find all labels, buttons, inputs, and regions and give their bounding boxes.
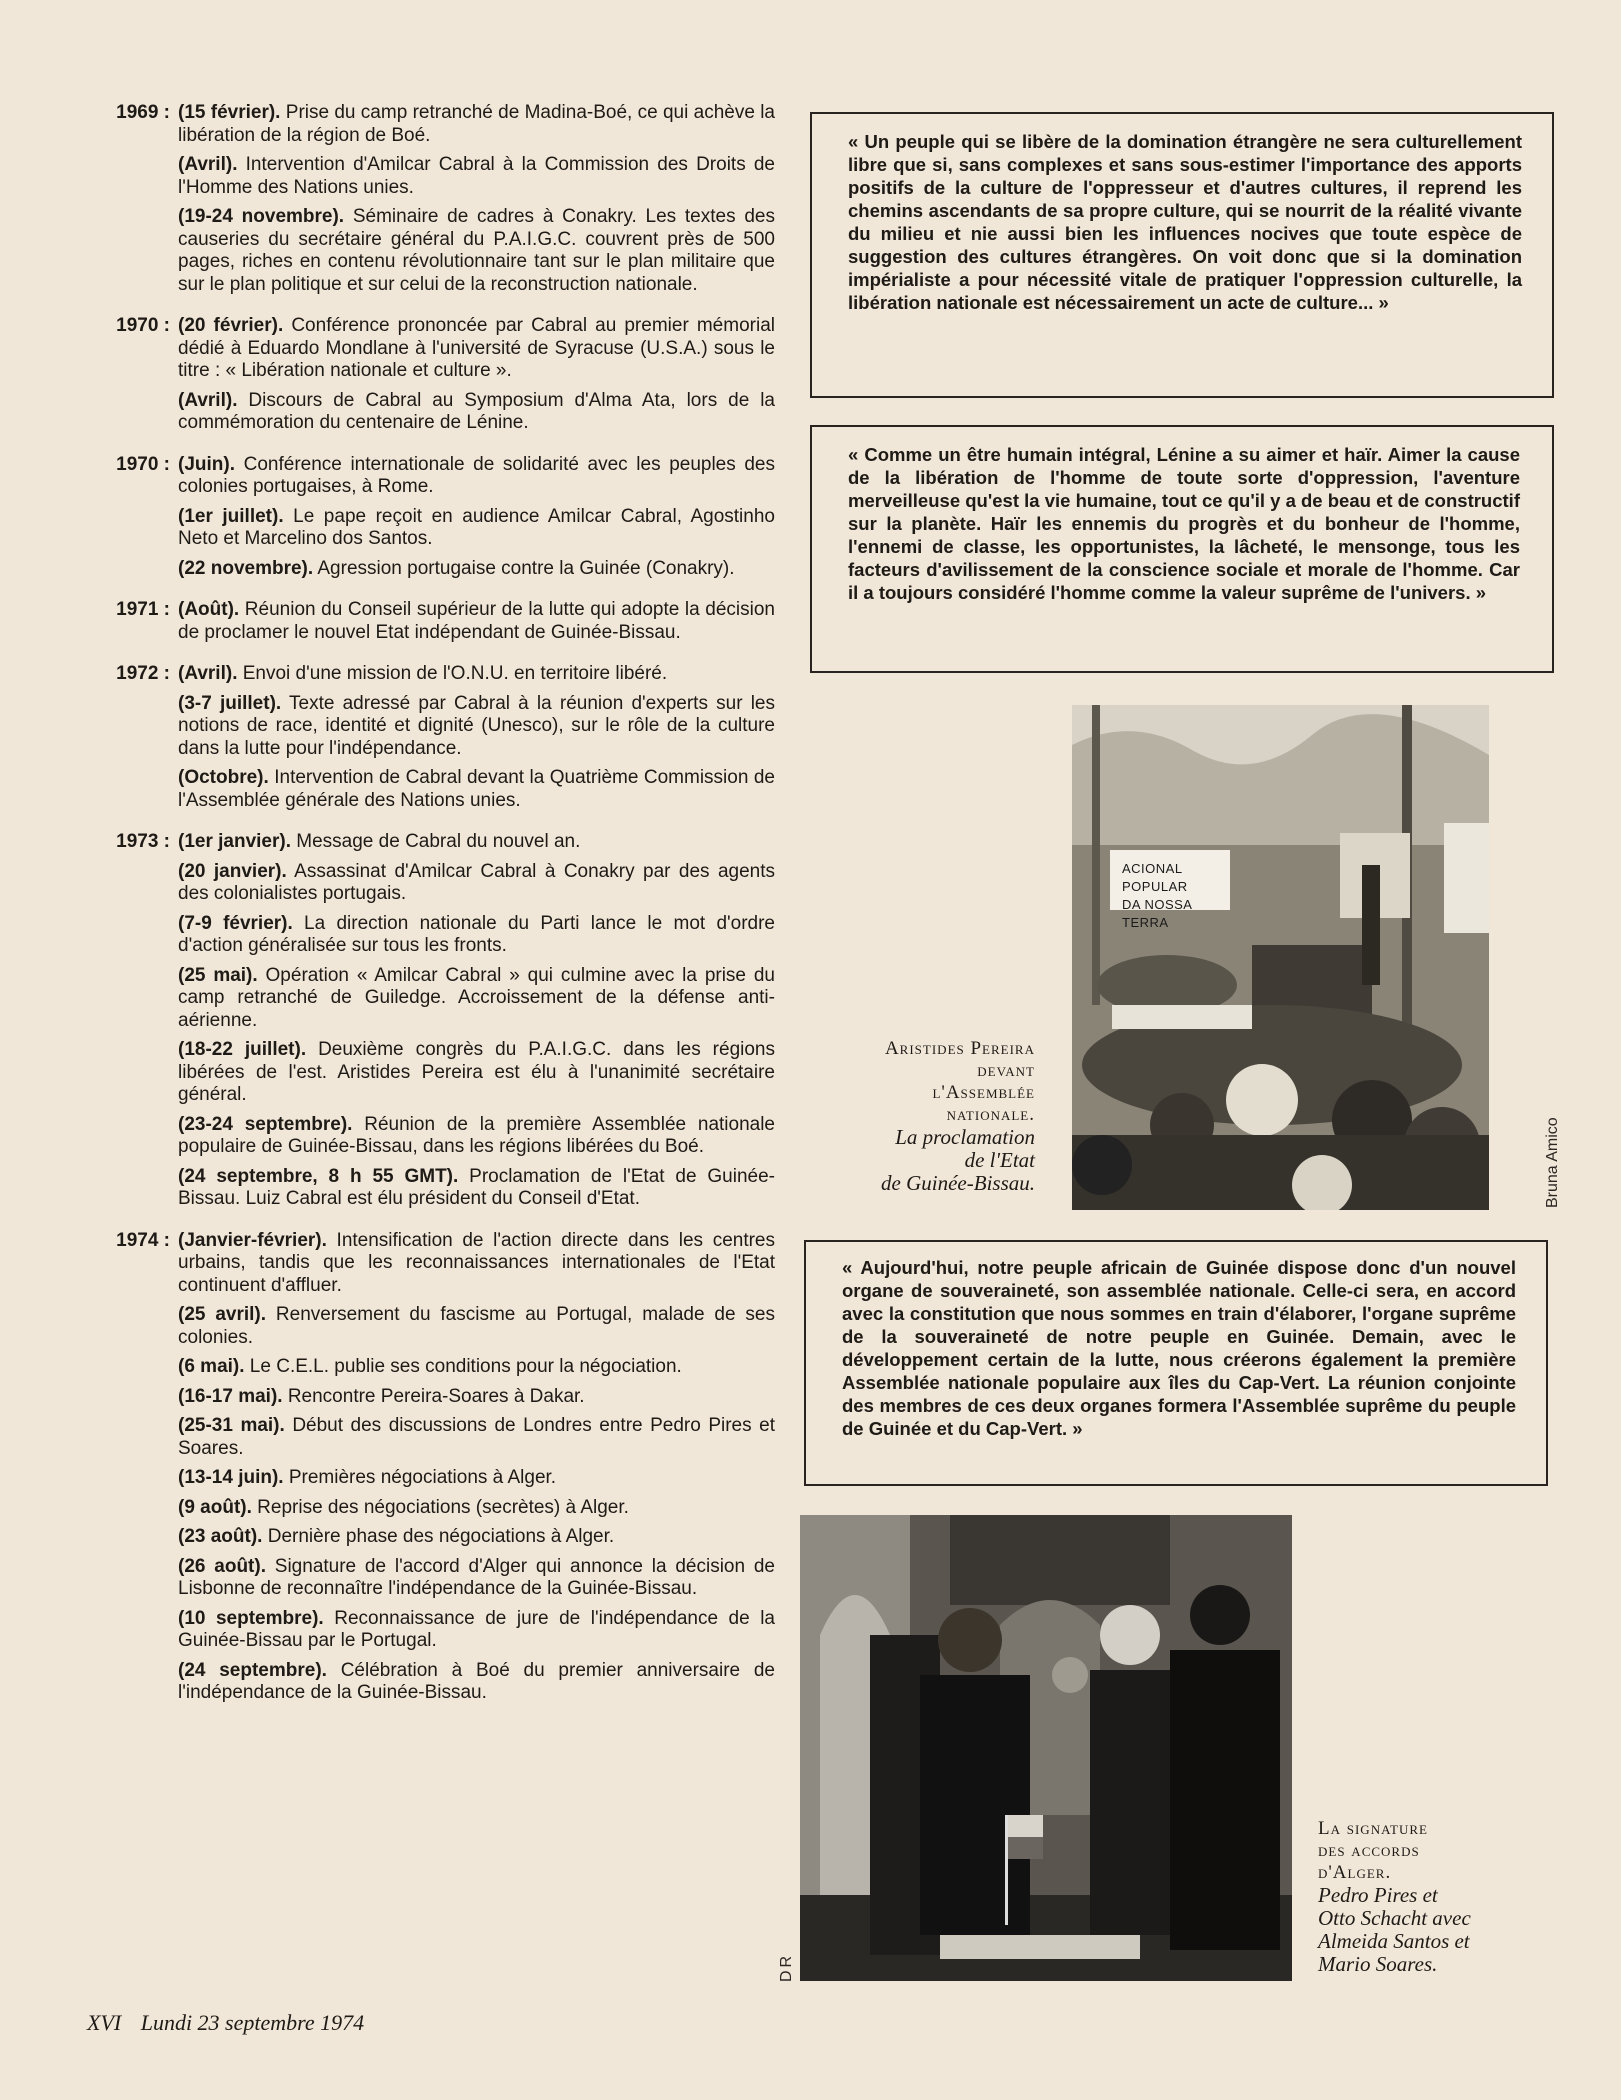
- entry-date: (Avril).: [178, 389, 238, 411]
- entry-date: (Juin).: [178, 453, 235, 475]
- year-block: [95, 454, 775, 588]
- entry-text: Message de Cabral du nouvel an.: [291, 831, 581, 852]
- year-block: [95, 315, 775, 442]
- entry-date: (Avril).: [178, 154, 238, 175]
- year-block: [95, 1230, 775, 1712]
- entry-date: (26 août).: [178, 1555, 266, 1577]
- caption-line: de l'Etat: [964, 1148, 1035, 1172]
- entry-date: (20 janvier).: [178, 860, 287, 882]
- chronology-entry: [178, 1356, 775, 1379]
- year-entries: [178, 663, 775, 819]
- issue-date: Lundi 23 septembre 1974: [140, 2010, 365, 2035]
- entry-date: (25 avril).: [178, 1304, 267, 1325]
- year-entries: [178, 599, 775, 651]
- year-entries: [178, 315, 775, 442]
- entry-date: (9 août).: [178, 1496, 252, 1518]
- caption-line: de Guinée-Bissau.: [881, 1171, 1035, 1195]
- entry-text: Envoi d'une mission de l'O.N.U. en territoire libéré.: [237, 663, 668, 684]
- chronology-entry: [178, 1660, 775, 1705]
- entry-date: (24 septembre).: [178, 1659, 327, 1681]
- entry-text: Le pape reçoit en audience Amilcar Cabral, Agostinho Neto et Marcelino dos Santos.: [178, 505, 775, 549]
- chronology-entry: [178, 1526, 775, 1549]
- entry-text: Premières négociations à Alger.: [283, 1467, 557, 1488]
- photo-credit: DR: [778, 1952, 795, 1982]
- photo-signature-image: [800, 1515, 1292, 1981]
- caption-line: nationale.: [946, 1104, 1035, 1125]
- entry-text: Célébration à Boé du premier anniversaire de l'indépendance de la Guinée-Bissau.: [178, 1659, 775, 1703]
- entry-date: (6 mai).: [178, 1356, 245, 1377]
- entry-date: (13-14 juin).: [178, 1467, 284, 1488]
- entry-date: (19-24 novembre).: [178, 206, 345, 227]
- caption-line: La signature: [1318, 1818, 1428, 1839]
- photo-caption-signature: [1318, 1818, 1528, 1976]
- quote-box-culture: [810, 112, 1554, 398]
- year-block: [95, 599, 775, 651]
- entry-text: Rencontre Pereira-Soares à Dakar.: [282, 1385, 585, 1407]
- caption-line: Mario Soares.: [1318, 1952, 1438, 1976]
- photo-assembly: [1072, 705, 1489, 1210]
- chronology-entry: [178, 154, 775, 199]
- entry-text: Conférence internationale de solidarité avec les peuples des colonies portugaises, à Rome.: [178, 453, 775, 497]
- entry-text: Réunion de la première Assemblée nationale populaire de Guinée-Bissau, dans les régions libérées du Boé.: [178, 1113, 776, 1157]
- entry-date: (25 mai).: [178, 964, 258, 986]
- entry-text: Assassinat d'Amilcar Cabral à Conakry par des agents des colonialistes portugais.: [178, 860, 776, 904]
- page-number: XVI: [87, 2010, 122, 2035]
- entry-date: (1er juillet).: [178, 505, 284, 527]
- quote-box-assemblee: [804, 1240, 1548, 1486]
- caption-line: Almeida Santos et: [1318, 1929, 1470, 1953]
- quote-box-lenine: [810, 425, 1554, 673]
- year-label: 1972 :: [116, 663, 170, 684]
- chronology-column: [95, 102, 775, 1724]
- chronology-entry: [178, 831, 775, 854]
- chronology-entry: [178, 1230, 775, 1298]
- entry-text: Le C.E.L. publie ses conditions pour la négociation.: [244, 1356, 682, 1377]
- year-label: 1973 :: [116, 831, 170, 852]
- entry-date: (Janvier-février).: [178, 1229, 327, 1251]
- caption-line: devant: [977, 1060, 1035, 1081]
- chronology-entry: [178, 1608, 775, 1653]
- chronology-entry: [178, 102, 775, 147]
- chronology-entry: [178, 454, 775, 499]
- entry-date: (Octobre).: [178, 767, 269, 788]
- year-block: [95, 831, 775, 1218]
- chronology-entry: [178, 663, 775, 686]
- entry-date: (25-31 mai).: [178, 1415, 285, 1436]
- entry-date: (10 septembre).: [178, 1607, 324, 1629]
- banner-line-1: ACIONAL POPULAR: [1122, 861, 1188, 894]
- photo-signature: [800, 1515, 1292, 1981]
- entry-date: (23 août).: [178, 1526, 263, 1547]
- chronology-entry: [178, 1166, 775, 1211]
- year-label: 1974 :: [116, 1229, 170, 1251]
- chronology-entry: [178, 506, 775, 551]
- caption-line: d'Alger.: [1318, 1862, 1392, 1883]
- year-entries: [178, 831, 775, 1218]
- entry-text: La direction nationale du Parti lance le mot d'ordre d'action généralisée sur tous les fronts.: [178, 912, 775, 956]
- chronology-entry: [178, 558, 775, 581]
- year-entries: [178, 1230, 775, 1712]
- entry-date: (16-17 mai).: [178, 1385, 283, 1407]
- entry-text: Intervention de Cabral devant la Quatrième Commission de l'Assemblée générale des Nations unies.: [178, 767, 775, 811]
- chronology-entry: [178, 913, 775, 958]
- page-footer: [87, 2010, 378, 2036]
- quote-text: « Comme un être humain intégral, Lénine a su aimer et haïr. Aimer la cause de la libération de l'homme de toute sorte d'oppression, l'aventure merveilleuse qu'est la vie humaine, tout ce qu'il y a de beau et de constructif sur la planète. Haïr les ennemis du progrès et du bonheur de l'homme, l'ennemi de classe, les opportunistes, la lâcheté, le mensonge, tous les facteurs d'avilissement de la conscience sociale et morale de l'homme. Car il a toujours considéré l'homme comme la valeur suprême de l'univers. »: [848, 444, 1520, 603]
- entry-text: Conférence prononcée par Cabral au premier mémorial dédié à Eduardo Mondlane à l'université de Syracuse (U.S.A.) sous le titre : « Libération nationale et culture ».: [178, 315, 775, 381]
- chronology-entry: [178, 1415, 775, 1460]
- photo-banner: [1110, 850, 1230, 930]
- chronology-entry: [178, 1386, 775, 1409]
- entry-date: (Avril).: [178, 663, 238, 684]
- entry-text: Prise du camp retranché de Madina-Boé, ce qui achève la libération de la région de Boé.: [178, 102, 775, 146]
- entry-date: (Août).: [178, 599, 240, 620]
- entry-text: Début des discussions de Londres entre Pedro Pires et Soares.: [178, 1415, 775, 1459]
- entry-date: (3-7 juillet).: [178, 692, 282, 714]
- year-label: 1970 :: [116, 453, 170, 475]
- entry-text: Renversement du fascisme au Portugal, malade de ses colonies.: [178, 1304, 775, 1348]
- caption-line: Otto Schacht avec: [1318, 1906, 1471, 1930]
- year-block: [95, 102, 775, 303]
- chronology-entry: [178, 1467, 775, 1490]
- entry-date: (24 septembre, 8 h 55 GMT).: [178, 1165, 459, 1187]
- chronology-entry: [178, 599, 775, 644]
- year-label: 1971 :: [116, 599, 170, 620]
- photo-caption-assembly: [820, 1038, 1035, 1195]
- entry-text: Dernière phase des négociations à Alger.: [262, 1526, 615, 1547]
- entry-text: Agression portugaise contre la Guinée (Conakry).: [313, 557, 735, 579]
- year-label: 1969 :: [116, 102, 170, 123]
- chronology-entry: [178, 1304, 775, 1349]
- entry-text: Réunion du Conseil supérieur de la lutte qui adopte la décision de proclamer le nouvel Etat indépendant de Guinée-Bissau.: [178, 599, 775, 643]
- entry-text: Proclamation de l'Etat de Guinée-Bissau. Luiz Cabral est élu président du Conseil d'Etat.: [178, 1165, 775, 1209]
- year-entries: [178, 102, 775, 303]
- chronology-entry: [178, 315, 775, 383]
- entry-text: Intervention d'Amilcar Cabral à la Commission des Droits de l'Homme des Nations unies.: [178, 154, 775, 198]
- entry-date: (23-24 septembre).: [178, 1113, 353, 1135]
- entry-text: Deuxième congrès du P.A.I.G.C. dans les régions libérées de l'est. Aristides Pereira est élu à l'unanimité secrétaire général.: [178, 1039, 775, 1105]
- chronology-entry: [178, 1497, 775, 1520]
- entry-text: Texte adressé par Cabral à la réunion d'experts sur les notions de race, identité et dignité (Unesco), sur le rôle de la culture dans la lutte pour l'indépendance.: [178, 692, 775, 759]
- caption-line: Pedro Pires et: [1318, 1883, 1438, 1907]
- entry-date: (15 février).: [178, 102, 281, 123]
- chronology-entry: [178, 1114, 775, 1159]
- entry-date: (18-22 juillet).: [178, 1039, 307, 1060]
- entry-date: (7-9 février).: [178, 912, 293, 934]
- entry-text: Reprise des négociations (secrètes) à Alger.: [251, 1496, 629, 1518]
- chronology-entry: [178, 861, 775, 906]
- photo-credit: Bruna Amico: [1544, 1117, 1561, 1208]
- photo-assembly-image: [1072, 705, 1489, 1210]
- chronology-entry: [178, 965, 775, 1033]
- entry-text: Discours de Cabral au Symposium d'Alma Ata, lors de la commémoration du centenaire de Lénine.: [178, 389, 775, 433]
- chronology-entry: [178, 693, 775, 761]
- chronology-entry: [178, 390, 775, 435]
- entry-date: (22 novembre).: [178, 557, 314, 579]
- quote-text: « Un peuple qui se libère de la domination étrangère ne sera culturellement libre que si, sans complexes et sans sous-estimer l'importance des apports positifs de la culture de l'oppresseur et d'autres cultures, il reprend les chemins ascendants de sa propre culture, qui se nourrit de la réalité vivante du milieu et nie aussi bien les influences nocives que toute espèce de suggestion des cultures étrangères. On voit donc que si la domination impérialiste a pour nécessité vitale de pratiquer l'oppression culturelle, la libération nationale est nécessairement un acte de culture... »: [848, 131, 1522, 313]
- entry-text: Séminaire de cadres à Conakry. Les textes des causeries du secrétaire général du P.A.I.G.C. couvrent près de 500 pages, riches en contenu révolutionnaire tant sur le plan militaire que sur le plan politique et sur celui de la reconstruction nationale.: [178, 206, 775, 295]
- caption-line: des accords: [1318, 1840, 1420, 1861]
- entry-date: (20 février).: [178, 315, 284, 336]
- banner-line-2: DA NOSSA TERRA: [1122, 897, 1192, 930]
- year-label: 1970 :: [116, 315, 170, 336]
- entry-text: Signature de l'accord d'Alger qui annonce la décision de Lisbonne de reconnaître l'indépendance de la Guinée-Bissau.: [178, 1555, 776, 1599]
- entry-text: Reconnaissance de jure de l'indépendance de la Guinée-Bissau par le Portugal.: [178, 1607, 775, 1651]
- year-block: [95, 663, 775, 819]
- entry-text: Intensification de l'action directe dans les centres urbains, tandis que les reconnaissances internationales de l'Etat continuent d'affluer.: [178, 1229, 775, 1296]
- chronology-entry: [178, 206, 775, 296]
- caption-line: l'Assemblée: [932, 1082, 1035, 1103]
- chronology-entry: [178, 767, 775, 812]
- quote-text: « Aujourd'hui, notre peuple africain de Guinée dispose donc d'un nouvel organe de souveraineté, son assemblée nationale. Celle-ci sera, en accord avec la constitution que nous sommes en train d'élaborer, l'organe suprême de la souveraineté de notre peuple en Guinée. Demain, avec le développement certain de la lutte, nous créerons également la première Assemblée nationale populaire aux îles du Cap-Vert. La réunion conjointe des membres de ces deux organes formera l'Assemblée suprême du peuple de Guinée et du Cap-Vert. »: [842, 1257, 1516, 1439]
- caption-line: La proclamation: [895, 1125, 1035, 1149]
- year-entries: [178, 454, 775, 588]
- chronology-entry: [178, 1556, 775, 1601]
- caption-line: Aristides Pereira: [884, 1038, 1035, 1059]
- entry-date: (1er janvier).: [178, 831, 291, 852]
- entry-text: Opération « Amilcar Cabral » qui culmine avec la prise du camp retranché de Guiledge. Accroissement de la défense anti-aérienne.: [178, 964, 775, 1031]
- chronology-entry: [178, 1039, 775, 1107]
